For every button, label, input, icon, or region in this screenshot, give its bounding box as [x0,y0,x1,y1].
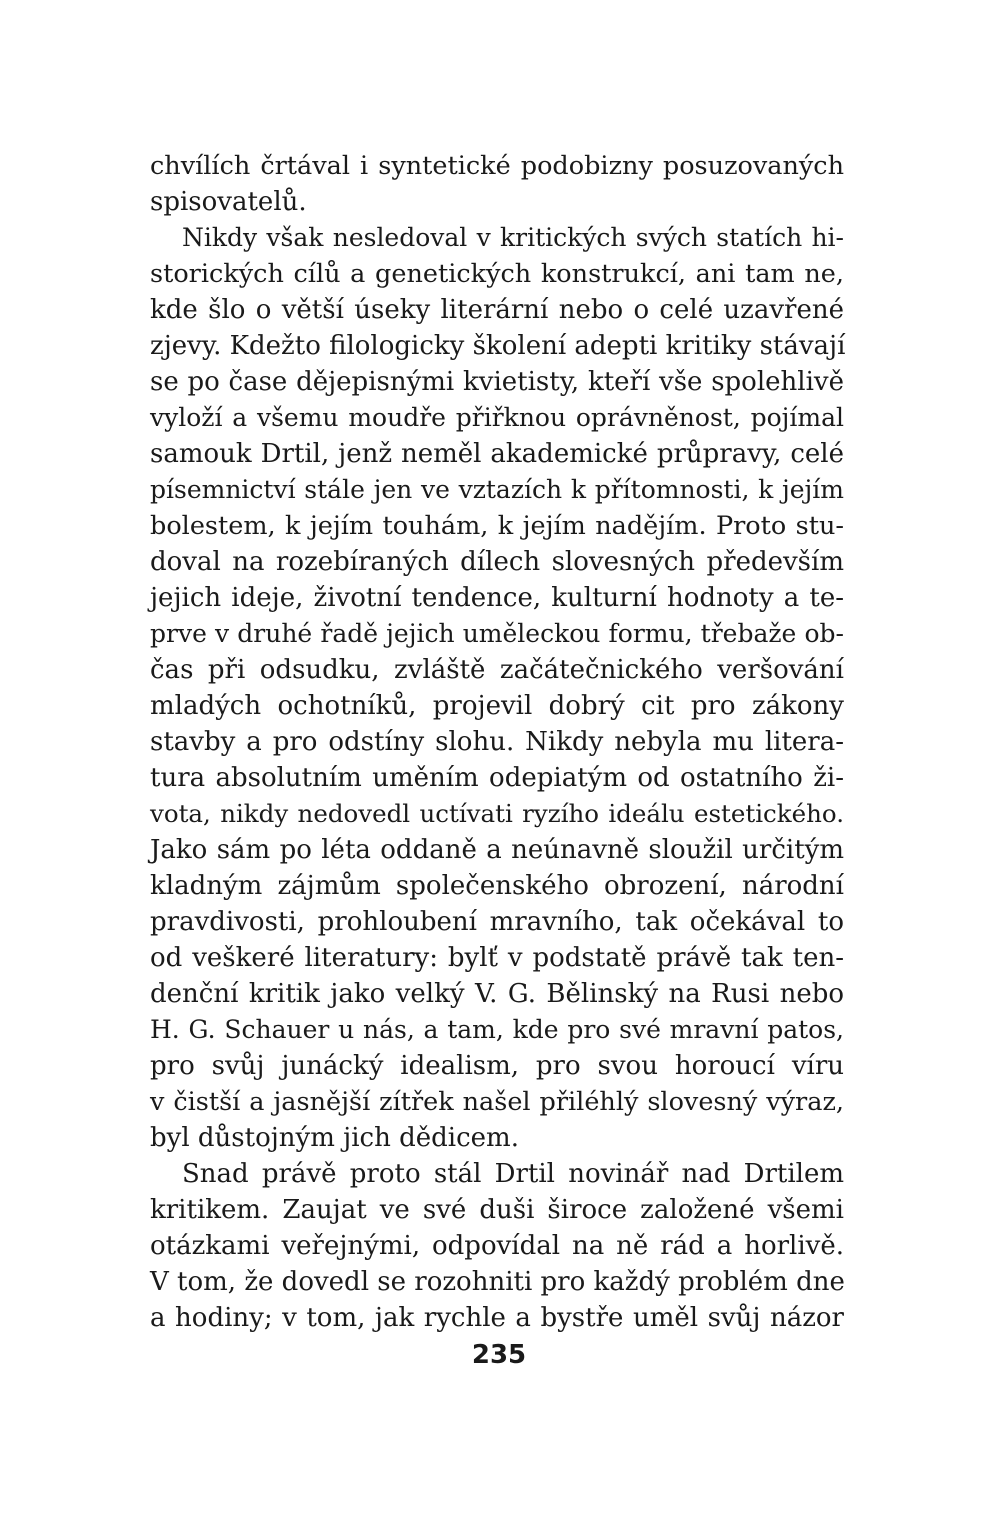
text-line: pro svůj junácký idealism, pro svou horoucí víru [150,1051,844,1081]
text-line: doval na rozebíraných dílech slovesných především [150,547,844,577]
text-line: a hodiny; v tom, jak rychle a bystře uměl svůj názor [150,1303,844,1333]
body-text [150,148,844,1336]
text-line: kde šlo o větší úseky literární nebo o celé uzavřené [150,295,844,325]
text-line: byl důstojným jich dědicem. [150,1123,519,1153]
text-line: mladých ochotníků, projevil dobrý cit pro zákony [150,691,844,721]
text-line: zjevy. Kdežto filologicky školení adepti kritiky stávají [150,331,846,361]
text-line: bolestem, k jejím touhám, k jejím nadějím. Proto stu- [150,511,844,541]
text-line: kladným zájmům společenského obrození, národní [150,871,844,901]
text-line: kritikem. Zaujat ve své duši široce založené všemi [150,1195,844,1225]
text-line: chvílích črtával i syntetické podobizny posuzovaných [150,151,844,181]
text-line: Jako sám po léta oddaně a neúnavně sloužil určitým [150,835,844,865]
text-line: vota, nikdy nedovedl uctívati ryzího ideálu estetického. [150,799,844,828]
text-line: V tom, že dovedl se rozohniti pro každý problém dne [150,1267,845,1297]
page-number: 235 [471,1340,527,1370]
text-line: denční kritik jako velký V. G. Bělinský na Rusi nebo [150,979,844,1009]
text-line: čas při odsudku, zvláště začátečnického veršování [150,655,844,685]
text-line: prve v druhé řadě jejich uměleckou formu, třebaže ob- [150,619,844,648]
text-line: stavby a pro odstíny slohu. Nikdy nebyla mu litera- [150,727,844,757]
text-line: písemnictví stále jen ve vztazích k přítomnosti, k jejím [150,475,844,504]
text-line: samouk Drtil, jenž neměl akademické průpravy, celé [150,439,844,469]
text-line: pravdivosti, prohloubení mravního, tak očekával to [150,907,844,937]
text-line: v čistší a jasnější zítřek našel přiléhlý slovesný výraz, [150,1087,844,1117]
text-line: otázkami veřejnými, odpovídal na ně rád a horlivě. [150,1231,844,1261]
text-line: spisovatelů. [150,187,307,217]
text-line: tura absolutním uměním odepiatým od ostatního ži- [150,763,844,793]
text-line: Nikdy však nesledoval v kritických svých statích hi- [182,223,844,252]
text-line: H. G. Schauer u nás, a tam, kde pro své mravní patos, [150,1015,844,1044]
text-line: jejich ideje, životní tendence, kulturní hodnoty a te- [150,583,844,613]
text-line: storických cílů a genetických konstrukcí, ani tam ne, [150,259,844,289]
text-line: Snad právě proto stál Drtil novinář nad Drtilem [182,1159,844,1189]
text-line: od veškeré literatury: bylť v podstatě právě tak ten- [150,943,844,973]
text-line: vyloží a všemu moudře přiřknou oprávněnost, pojímal [150,403,844,432]
text-line: se po čase dějepisnými kvietisty, kteří vše spolehlivě [150,367,844,397]
